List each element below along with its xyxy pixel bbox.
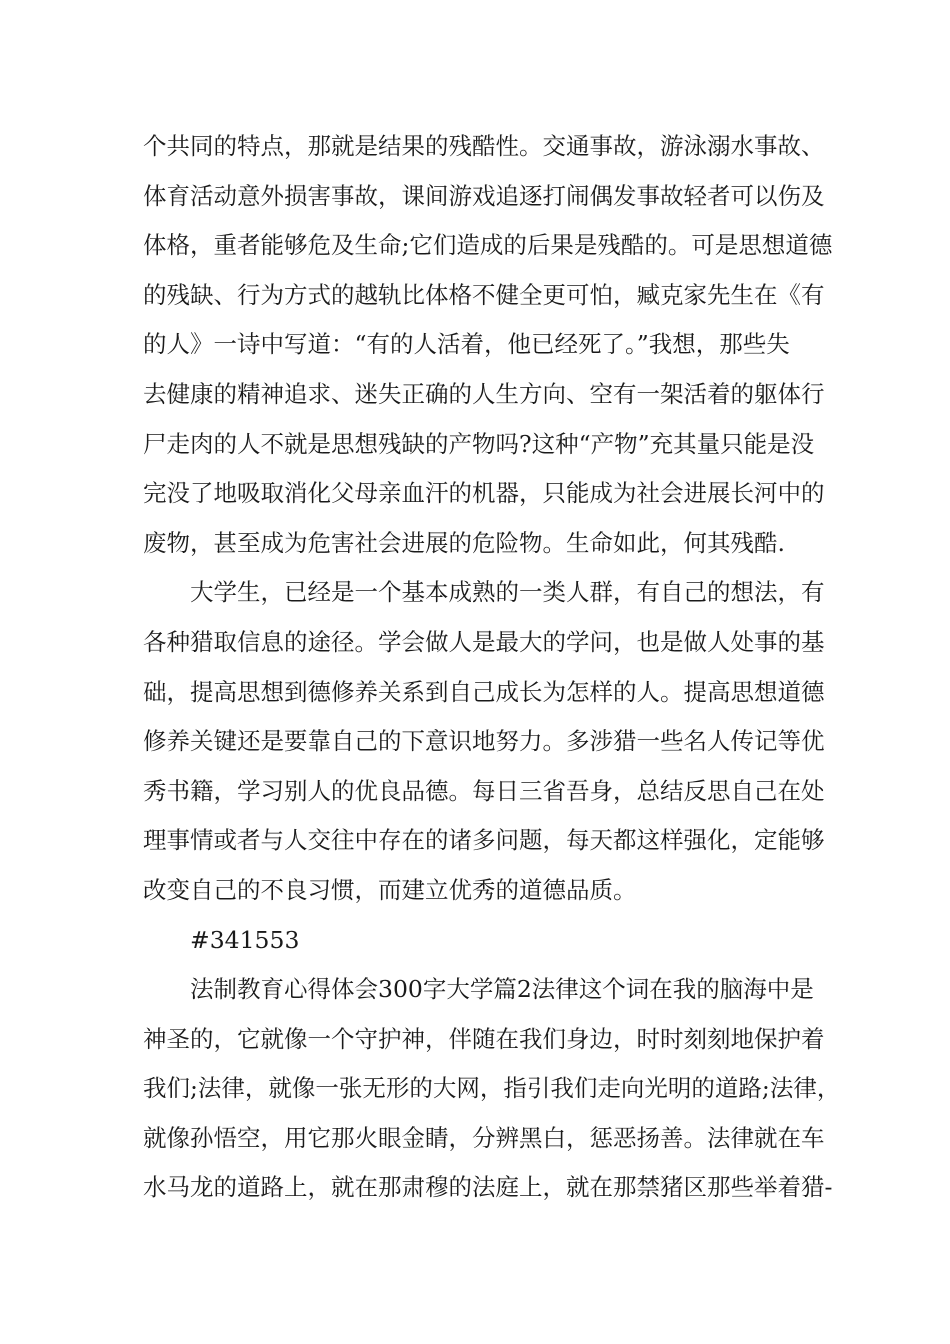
- text-line: 去健康的精神追求、迷失正确的人生方向、空有一架活着的躯体行: [143, 379, 825, 408]
- text-line: 的人》一诗中写道：“有的人活着，他已经死了。”我想，那些失: [143, 330, 790, 359]
- text-line: 体育活动意外损害事故，课间游戏追逐打闹偶发事故轻者可以伤及: [143, 181, 825, 210]
- paragraph-start-line: 法制教育心得体会300字大学篇2法律这个词在我的脑海中是: [190, 975, 814, 1004]
- reference-number: #341553: [190, 925, 300, 954]
- text-line: 理事情或者与人交往中存在的诸多问题，每天都这样强化，定能够: [143, 826, 825, 855]
- text-line: 础，提高思想到德修养关系到自己成长为怎样的人。提高思想道德: [143, 677, 825, 706]
- text-line: 完没了地吸取消化父母亲血汗的机器，只能成为社会进展长河中的: [143, 479, 825, 508]
- text-line: 秀书籍，学习别人的优良品德。每日三省吾身，总结反思自己在处: [143, 776, 825, 805]
- document-body: [143, 122, 841, 1213]
- text-line: 尸走肉的人不就是思想残缺的产物吗?这种“产物”充其量只能是没: [143, 429, 815, 458]
- text-line: 各种猎取信息的途径。学会做人是最大的学问，也是做人处事的基: [143, 627, 825, 656]
- text-line: 就像孙悟空，用它那火眼金睛，分辨黑白，惩恶扬善。法律就在车: [143, 1123, 825, 1152]
- text-line: 水马龙的道路上，就在那肃穆的法庭上，就在那禁猪区那些举着猎-: [143, 1173, 833, 1202]
- text-line: 神圣的，它就像一个守护神，伴随在我们身边，时时刻刻地保护着: [143, 1024, 825, 1053]
- text-line: 废物，甚至成为危害社会进展的危险物。生命如此，何其残酷.: [143, 528, 785, 557]
- text-line: 修养关键还是要靠自己的下意识地努力。多涉猎一些名人传记等优: [143, 727, 825, 756]
- text-line: 的残缺、行为方式的越轨比体格不健全更可怕，臧克家先生在《有: [143, 280, 825, 309]
- text-line: 体格，重者能够危及生命;它们造成的后果是残酷的。可是思想道德: [143, 231, 833, 260]
- text-line: 改变自己的不良习惯，而建立优秀的道德品质。: [143, 875, 637, 904]
- text-line: 个共同的特点，那就是结果的残酷性。交通事故，游泳溺水事故、: [143, 132, 825, 160]
- text-line: 我们;法律，就像一张无形的大网，指引我们走向光明的道路;法律，: [143, 1074, 841, 1103]
- paragraph-start-line: 大学生，已经是一个基本成熟的一类人群，有自己的想法，有: [190, 578, 825, 607]
